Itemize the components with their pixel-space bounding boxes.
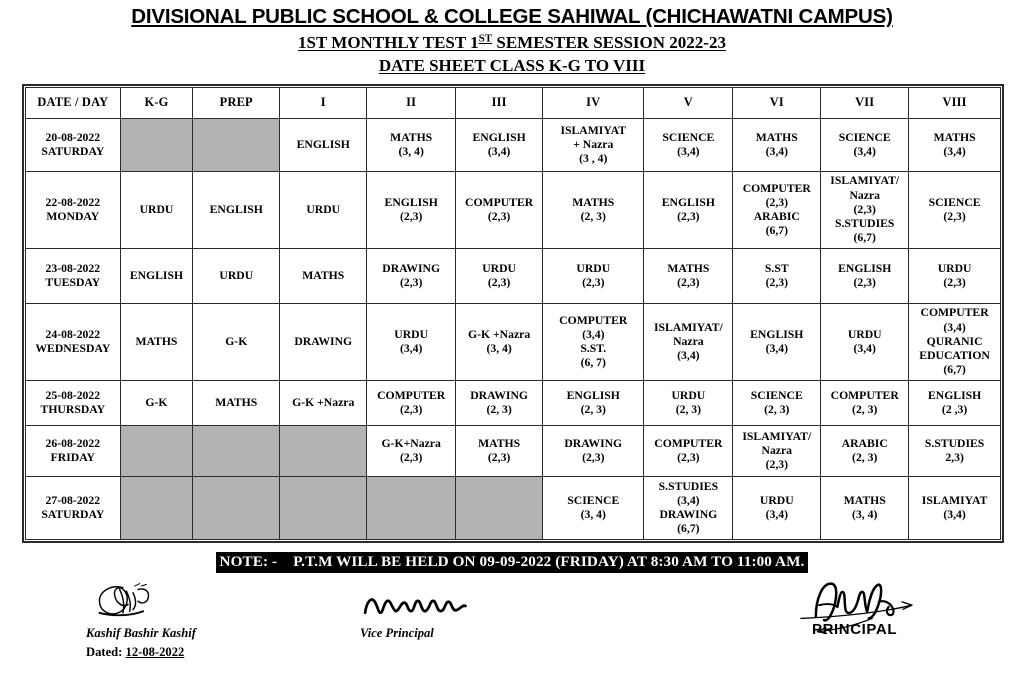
subject-line: ENGLISH — [209, 202, 263, 216]
subject-line: SCIENCE — [567, 493, 620, 507]
table-row — [26, 381, 1001, 426]
note-text: P.T.M WILL BE HELD ON 09-09-2022 (FRIDAY) AT 8:30 AM TO 11:00 AM. — [293, 553, 805, 571]
subject-cell — [120, 172, 193, 249]
exam-day: SATURDAY — [41, 145, 105, 159]
subject-line: SCIENCE — [838, 130, 891, 144]
subject-cell — [821, 426, 909, 477]
subject-line: + Nazra — [573, 137, 614, 151]
empty-slot-cell — [280, 477, 367, 540]
subject-line: (6,7) — [765, 224, 788, 238]
exam-date: 25-08-2022 — [45, 388, 101, 402]
subject-line: S.ST. — [580, 342, 607, 356]
coordinator-name: Kashif Bashir Kashif — [86, 626, 196, 641]
subject-cell — [367, 304, 456, 381]
subject-line: (2,3) — [487, 451, 511, 465]
ordinal-suffix: ST — [478, 31, 493, 44]
subject-cell — [367, 119, 456, 172]
dated-value: 12-08-2022 — [125, 645, 185, 660]
subject-cell — [120, 304, 193, 381]
subject-line: (2,3) — [582, 276, 605, 290]
subject-cell — [644, 426, 733, 477]
subject-cell — [543, 477, 644, 540]
column-header-i: I — [280, 88, 367, 119]
subject-line: URDU — [139, 202, 174, 216]
school-title: DIVISIONAL PUBLIC SCHOOL & COLLEGE SAHIWAL (CHICHAWATNI CAMPUS) — [131, 5, 893, 28]
subject-line: (3,4) — [765, 508, 788, 522]
subject-line: ISLAMIYAT/ — [830, 174, 900, 188]
empty-slot-cell — [193, 426, 280, 477]
dated-label: Dated: — [86, 645, 123, 660]
subject-line: (3,4) — [677, 145, 700, 159]
subject-cell — [644, 477, 733, 540]
exam-date: 22-08-2022 — [45, 195, 101, 209]
column-header-v: V — [644, 88, 733, 119]
table-row — [26, 249, 1001, 304]
subject-line: ISLAMIYAT — [560, 123, 627, 137]
table-row — [26, 172, 1001, 249]
subject-line: MATHS — [390, 130, 433, 144]
subject-line: (3 , 4) — [579, 152, 608, 166]
date-sheet-subtitle: DATE SHEET CLASS K-G TO VIII — [378, 55, 646, 75]
empty-slot-cell — [120, 477, 193, 540]
note-banner — [216, 552, 809, 573]
column-header-vi: VI — [733, 88, 821, 119]
subject-cell — [909, 172, 1001, 249]
subject-line: S.ST — [764, 261, 789, 275]
subject-line: (3,4) — [677, 349, 700, 363]
empty-slot-cell — [367, 477, 456, 540]
table-row — [26, 477, 1001, 540]
subject-cell — [367, 381, 456, 426]
empty-slot-cell — [280, 426, 367, 477]
subject-line: (3,4) — [853, 145, 876, 159]
subject-line: ENGLISH — [566, 388, 620, 402]
subject-line: URDU — [219, 268, 254, 282]
subject-line: 2,3) — [945, 451, 964, 465]
date-day-cell — [26, 249, 121, 304]
subject-cell — [456, 249, 543, 304]
subject-cell — [456, 304, 543, 381]
subject-line: (2,3) — [399, 210, 423, 224]
subject-cell — [644, 381, 733, 426]
subject-cell — [280, 381, 367, 426]
subject-line: (2,3) — [677, 451, 700, 465]
subject-cell — [543, 249, 644, 304]
subject-line: (6,7) — [677, 522, 700, 536]
subject-line: (2,3) — [399, 276, 423, 290]
subject-cell — [543, 426, 644, 477]
subject-line: URDU — [759, 493, 794, 507]
subject-line: S.STUDIES — [658, 479, 719, 493]
subject-cell — [821, 477, 909, 540]
subject-line: ENGLISH — [661, 195, 715, 209]
subject-cell — [120, 249, 193, 304]
subject-cell — [280, 172, 367, 249]
subject-line: (3,4) — [677, 493, 700, 507]
subject-line: MATHS — [572, 195, 615, 209]
subject-cell — [821, 172, 909, 249]
subject-line: (2,3) — [765, 195, 788, 209]
column-header-k-g: K-G — [120, 88, 193, 119]
subject-line: (3,4) — [765, 145, 788, 159]
subject-cell — [367, 249, 456, 304]
signature-block-coordinator — [86, 581, 196, 660]
subject-line: (6, 7) — [580, 356, 606, 370]
subject-line: (3,4) — [853, 342, 876, 356]
subject-line: MATHS — [667, 261, 710, 275]
subject-line: COMPUTER — [920, 306, 989, 320]
subject-cell — [120, 381, 193, 426]
subject-cell — [644, 304, 733, 381]
subject-line: (2, 3) — [852, 403, 878, 417]
subject-line: EDUCATION — [919, 349, 990, 363]
test-session-title — [0, 32, 1024, 53]
subject-line: (2,3) — [399, 451, 423, 465]
subject-line: COMPUTER — [465, 195, 534, 209]
subject-cell — [456, 119, 543, 172]
subject-cell — [193, 172, 280, 249]
subject-cell — [367, 172, 456, 249]
document-header — [0, 0, 1024, 76]
column-header-iii: III — [456, 88, 543, 119]
subject-cell — [821, 381, 909, 426]
subject-line: (2, 3) — [675, 403, 702, 417]
exam-day: WEDNESDAY — [35, 342, 111, 356]
subject-line: ENGLISH — [838, 261, 892, 275]
subject-line: URDU — [671, 388, 706, 402]
subject-line: (2, 3) — [852, 451, 878, 465]
subject-cell — [543, 119, 644, 172]
subject-line: ISLAMIYAT/ — [653, 320, 723, 334]
subject-line: (6,7) — [943, 363, 966, 377]
subject-cell — [644, 172, 733, 249]
subject-line: URDU — [394, 327, 429, 341]
subject-line: ENGLISH — [296, 137, 350, 151]
subject-line: (3, 4) — [486, 342, 512, 356]
subject-line: (2 ,3) — [941, 403, 968, 417]
exam-day: FRIDAY — [50, 451, 95, 465]
subject-line: SCIENCE — [928, 195, 981, 209]
subject-line: ENGLISH — [472, 130, 526, 144]
exam-day: THURSDAY — [40, 403, 106, 417]
subject-line: (2,3) — [943, 276, 966, 290]
subject-cell — [456, 426, 543, 477]
subject-cell — [543, 304, 644, 381]
subject-line: (2,3) — [943, 210, 966, 224]
subject-cell — [456, 172, 543, 249]
subject-line: (3,4) — [765, 342, 788, 356]
subject-line: G-K +Nazra — [468, 327, 531, 341]
date-day-cell — [26, 172, 121, 249]
subject-line: URDU — [482, 261, 516, 275]
table-header-row — [26, 88, 1001, 119]
subject-line: DRAWING — [564, 436, 623, 450]
subject-line: (3,4) — [943, 145, 966, 159]
subject-cell — [367, 426, 456, 477]
subject-cell — [733, 477, 821, 540]
subject-line: QURANIC — [926, 334, 983, 348]
subject-line: ISLAMIYAT/ — [742, 429, 812, 443]
subject-cell — [821, 249, 909, 304]
subject-line: (6,7) — [853, 231, 876, 245]
subject-cell — [821, 304, 909, 381]
subject-cell — [280, 304, 367, 381]
subject-line: DRAWING — [470, 388, 529, 402]
subject-cell — [909, 381, 1001, 426]
column-header-ii: II — [367, 88, 456, 119]
subject-cell — [280, 119, 367, 172]
exam-date: 23-08-2022 — [45, 261, 101, 275]
subject-line: ENGLISH — [129, 268, 184, 282]
subject-line: S.STUDIES — [834, 217, 895, 231]
subject-line: URDU — [937, 261, 972, 275]
subject-cell — [733, 381, 821, 426]
table-row — [26, 119, 1001, 172]
subject-line: ARABIC — [753, 210, 800, 224]
subject-line: (3,4) — [487, 145, 511, 159]
empty-slot-cell — [120, 426, 193, 477]
subject-line: (3, 4) — [852, 508, 878, 522]
empty-slot-cell — [193, 119, 280, 172]
subject-cell — [193, 304, 280, 381]
note-label: NOTE: - — [219, 553, 278, 571]
subject-line: (3,4) — [943, 508, 966, 522]
subject-line: COMPUTER — [559, 313, 628, 327]
date-sheet-table-container — [22, 84, 1004, 543]
subject-line: DRAWING — [659, 508, 718, 522]
subject-cell — [193, 249, 280, 304]
subject-line: SCIENCE — [750, 388, 803, 402]
subject-line: URDU — [576, 261, 611, 275]
exam-date: 27-08-2022 — [45, 493, 101, 507]
exam-date: 26-08-2022 — [45, 436, 101, 450]
column-header-vii: VII — [821, 88, 909, 119]
subject-cell — [821, 119, 909, 172]
date-sheet-table — [25, 87, 1001, 540]
subject-line: (3, 4) — [580, 508, 606, 522]
subject-line: (3,4) — [399, 342, 423, 356]
subject-cell — [644, 249, 733, 304]
date-day-cell — [26, 304, 121, 381]
subject-line: MATHS — [302, 268, 345, 282]
subject-cell — [543, 172, 644, 249]
signature-area — [0, 581, 1024, 677]
subject-cell — [280, 249, 367, 304]
subject-cell — [909, 249, 1001, 304]
exam-day: MONDAY — [46, 210, 100, 224]
date-day-cell — [26, 477, 121, 540]
subject-line: (2,3) — [399, 403, 423, 417]
column-header-viii: VIII — [909, 88, 1001, 119]
subject-line: MATHS — [135, 334, 178, 348]
handwritten-signature-icon — [360, 589, 471, 623]
subject-line: ISLAMIYAT — [921, 493, 988, 507]
column-header-date-day: DATE / DAY — [26, 88, 121, 119]
signature-block-principal — [786, 577, 943, 639]
table-row — [26, 304, 1001, 381]
subject-line: (3,4) — [943, 320, 966, 334]
subject-cell — [733, 249, 821, 304]
empty-slot-cell — [193, 477, 280, 540]
subject-cell — [909, 477, 1001, 540]
subject-cell — [733, 119, 821, 172]
subject-line: ARABIC — [841, 436, 888, 450]
date-day-cell — [26, 381, 121, 426]
subject-cell — [909, 119, 1001, 172]
subject-cell — [543, 381, 644, 426]
subject-line: (2,3) — [677, 210, 700, 224]
subject-line: G-K +Nazra — [292, 395, 355, 409]
table-row — [26, 426, 1001, 477]
subject-cell — [909, 304, 1001, 381]
subject-cell — [909, 426, 1001, 477]
subject-cell — [644, 119, 733, 172]
exam-date: 24-08-2022 — [45, 327, 101, 341]
column-header-iv: IV — [543, 88, 644, 119]
subject-line: (2, 3) — [764, 403, 790, 417]
signature-date — [86, 645, 196, 660]
subject-cell — [733, 172, 821, 249]
vice-principal-title: Vice Principal — [360, 626, 434, 641]
column-header-prep: PREP — [193, 88, 280, 119]
subject-line: URDU — [306, 202, 341, 216]
subject-line: (3,4) — [582, 327, 605, 341]
subject-line: ENGLISH — [927, 388, 982, 402]
subject-line: (2, 3) — [486, 403, 512, 417]
subject-line: (2,3) — [765, 276, 788, 290]
subject-line: (2,3) — [582, 451, 605, 465]
subject-line: S.STUDIES — [924, 436, 985, 450]
subject-line: Nazra — [673, 334, 704, 348]
subject-line: (2,3) — [853, 202, 876, 216]
subject-line: COMPUTER — [742, 181, 811, 195]
subject-cell — [193, 381, 280, 426]
subject-line: (2,3) — [853, 276, 876, 290]
subject-line: MATHS — [933, 130, 976, 144]
subject-line: MATHS — [843, 493, 886, 507]
table-body — [26, 119, 1001, 540]
subject-line: G-K+Nazra — [381, 436, 441, 450]
date-day-cell — [26, 119, 121, 172]
subject-cell — [733, 426, 821, 477]
empty-slot-cell — [120, 119, 193, 172]
subject-line: MATHS — [215, 395, 258, 409]
subject-line: COMPUTER — [377, 388, 446, 402]
subject-line: Nazra — [849, 188, 880, 202]
subject-line: SCIENCE — [662, 130, 715, 144]
subject-line: MATHS — [755, 130, 798, 144]
exam-day: SATURDAY — [41, 508, 105, 522]
subject-line: URDU — [847, 327, 882, 341]
note-row — [0, 552, 1024, 573]
subject-line: (3, 4) — [398, 145, 424, 159]
exam-day: TUESDAY — [45, 276, 101, 290]
subject-line: (2, 3) — [580, 403, 606, 417]
subject-line: (2,3) — [487, 276, 511, 290]
subject-line: Nazra — [761, 443, 793, 457]
subject-line: DRAWING — [294, 334, 353, 348]
subject-line: G-K — [145, 395, 168, 409]
date-day-cell — [26, 426, 121, 477]
subject-line: (2,3) — [487, 210, 511, 224]
subject-cell — [733, 304, 821, 381]
signature-block-vice-principal — [360, 589, 471, 642]
subject-line: (2,3) — [677, 276, 700, 290]
subject-cell — [456, 381, 543, 426]
subject-line: DRAWING — [382, 261, 441, 275]
test-session-pre: 1ST MONTHLY TEST 1 — [298, 32, 479, 52]
subject-line: ENGLISH — [750, 327, 804, 341]
subject-line: (2, 3) — [580, 210, 606, 224]
exam-date: 20-08-2022 — [45, 130, 101, 144]
subject-line: ENGLISH — [384, 195, 438, 209]
test-session-post: SEMESTER SESSION 2022-23 — [492, 32, 726, 52]
subject-line: (2,3) — [765, 458, 788, 472]
empty-slot-cell — [456, 477, 543, 540]
subject-line: MATHS — [478, 436, 521, 450]
subject-line: G-K — [225, 334, 248, 348]
subject-line: COMPUTER — [830, 388, 899, 402]
subject-line: COMPUTER — [654, 436, 723, 450]
principal-title: PRINCIPAL — [812, 621, 898, 639]
handwritten-signature-icon — [86, 581, 187, 623]
